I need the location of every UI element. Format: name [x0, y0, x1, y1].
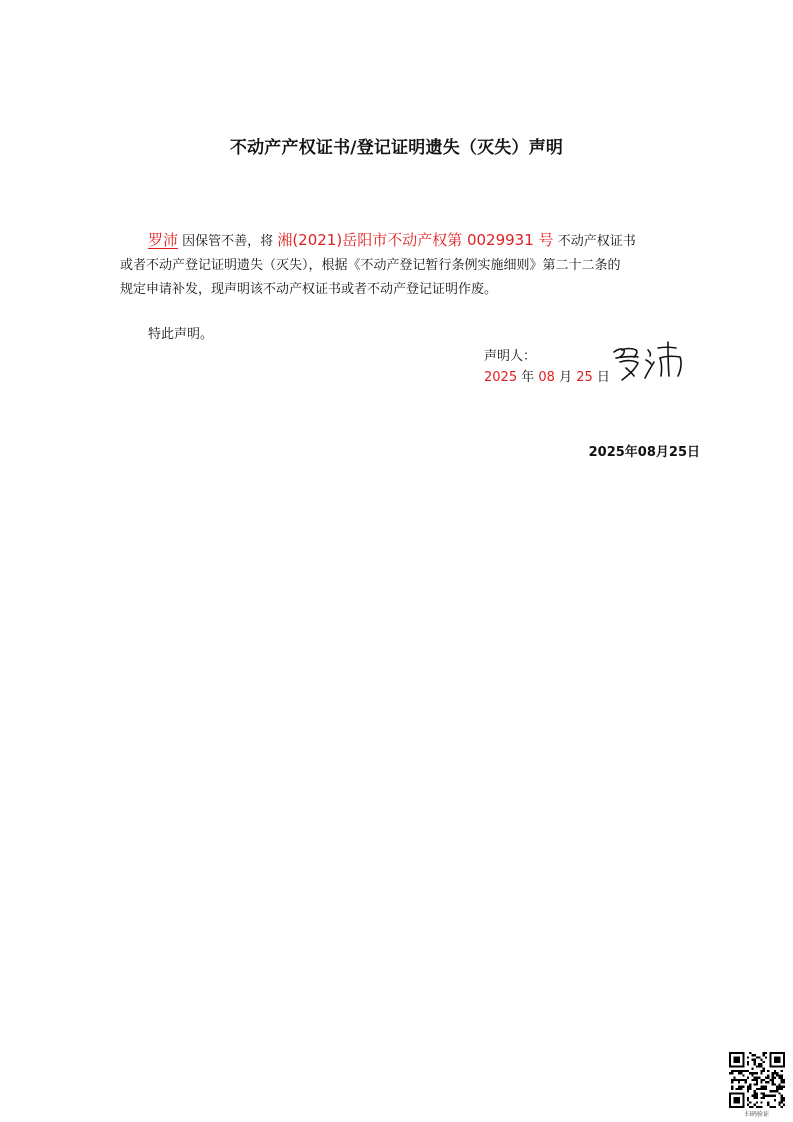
sign-month: 08	[538, 370, 555, 385]
sign-day-unit: 日	[596, 370, 610, 385]
certificate-number: 湘(2021)岳阳市不动产权第 0029931 号	[277, 231, 554, 249]
body-line-2: 或者不动产登记证明遗失（灭失），根据《不动产登记暂行条例实施细则》第二十二条的	[120, 258, 621, 273]
body-text-2: 不动产权证书	[557, 234, 636, 249]
sign-day: 25	[576, 370, 593, 385]
body-line-1	[120, 228, 680, 254]
document-date: 2025年08月25日	[588, 445, 700, 460]
closing-text: 特此声明。	[148, 327, 214, 342]
qr-code-icon[interactable]	[729, 1052, 785, 1108]
declarant-label: 声明人：	[484, 349, 537, 364]
sign-month-unit: 月	[559, 370, 573, 385]
signature-date	[484, 366, 610, 385]
sign-year: 2025	[484, 370, 518, 385]
sign-year-unit: 年	[521, 370, 535, 385]
declaration-body	[120, 228, 680, 302]
handwritten-signature	[608, 340, 690, 392]
declarant-name: 罗沛	[148, 231, 179, 249]
page-title: 不动产产权证书/登记证明遗失（灭失）声明	[229, 138, 564, 158]
qr-caption: 扫码验证	[744, 1111, 769, 1118]
body-text-1: 因保管不善，将	[182, 234, 274, 249]
body-line-3: 规定申请补发，现声明该不动产权证书或者不动产登记证明作废。	[120, 282, 498, 297]
